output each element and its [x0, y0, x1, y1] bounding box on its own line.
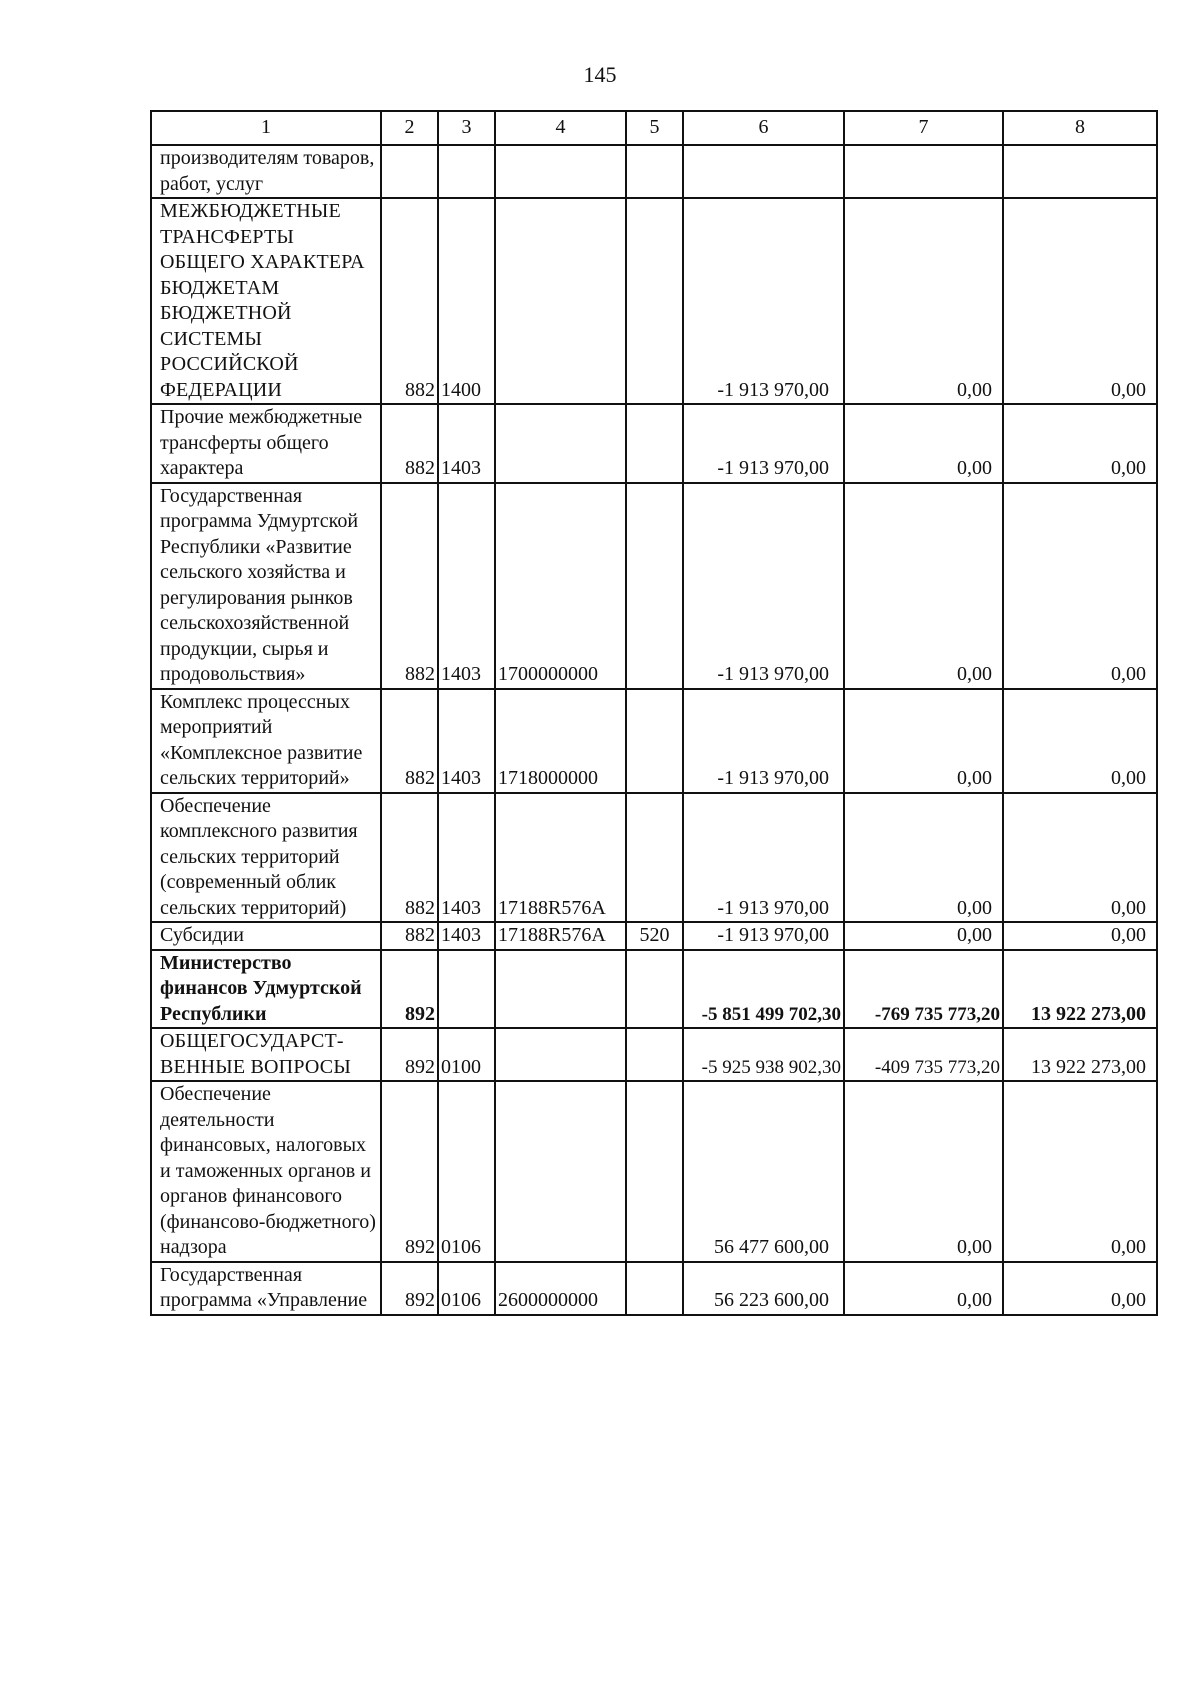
cell-section: 1403 — [438, 793, 495, 923]
table-row — [151, 483, 1157, 689]
cell-amount-8: 0,00 — [1003, 1081, 1157, 1262]
cell-amount-6: -1 913 970,00 — [683, 922, 844, 950]
cell-amount-8: 13 922 273,00 — [1003, 950, 1157, 1029]
cell-ministry-code: 882 — [381, 793, 438, 923]
cell-expense-type — [626, 145, 683, 198]
column-header: 5 — [626, 111, 683, 145]
cell-target-item — [495, 1081, 626, 1262]
cell-section: 0106 — [438, 1262, 495, 1315]
cell-expense-type — [626, 689, 683, 793]
cell-ministry-code: 882 — [381, 404, 438, 483]
cell-ministry-code: 892 — [381, 950, 438, 1029]
cell-expense-type: 520 — [626, 922, 683, 950]
cell-amount-7: 0,00 — [844, 1262, 1003, 1315]
table-row — [151, 689, 1157, 793]
cell-section: 1403 — [438, 922, 495, 950]
cell-ministry-code: 882 — [381, 198, 438, 404]
cell-section: 1403 — [438, 483, 495, 689]
cell-section: 1400 — [438, 198, 495, 404]
cell-ministry-code: 892 — [381, 1081, 438, 1262]
column-header: 2 — [381, 111, 438, 145]
cell-target-item — [495, 950, 626, 1029]
cell-amount-6 — [683, 145, 844, 198]
row-name: Обеспечение комплексного развития сельских территорий (современный облик сельских территорий) — [151, 793, 381, 923]
cell-ministry-code: 882 — [381, 483, 438, 689]
table-row — [151, 1081, 1157, 1262]
cell-target-item — [495, 145, 626, 198]
row-name: МЕЖБЮДЖЕТНЫЕ ТРАНСФЕРТЫ ОБЩЕГО ХАРАКТЕРА БЮДЖЕТАМ БЮДЖЕТНОЙ СИСТЕМЫ РОССИЙСКОЙ ФЕДЕРАЦИИ — [151, 198, 381, 404]
cell-amount-7: 0,00 — [844, 1081, 1003, 1262]
row-name: производителям товаров, работ, услуг — [151, 145, 381, 198]
cell-expense-type — [626, 1262, 683, 1315]
cell-amount-8: 0,00 — [1003, 404, 1157, 483]
cell-section: 1403 — [438, 404, 495, 483]
cell-expense-type — [626, 793, 683, 923]
page-number: 145 — [583, 62, 617, 87]
cell-amount-8: 0,00 — [1003, 1262, 1157, 1315]
budget-table — [150, 110, 1158, 1316]
column-header: 6 — [683, 111, 844, 145]
table-row — [151, 1028, 1157, 1081]
cell-amount-6: -5 851 499 702,30 — [683, 950, 844, 1029]
row-name: ОБЩЕГОСУДАРСТ-ВЕННЫЕ ВОПРОСЫ — [151, 1028, 381, 1081]
cell-amount-8: 0,00 — [1003, 793, 1157, 923]
cell-amount-6: -5 925 938 902,30 — [683, 1028, 844, 1081]
table-row — [151, 198, 1157, 404]
cell-amount-7: -409 735 773,20 — [844, 1028, 1003, 1081]
cell-ministry-code — [381, 145, 438, 198]
cell-amount-7: 0,00 — [844, 689, 1003, 793]
column-header: 4 — [495, 111, 626, 145]
cell-ministry-code: 892 — [381, 1028, 438, 1081]
table-row — [151, 793, 1157, 923]
cell-ministry-code: 882 — [381, 689, 438, 793]
row-name: Государственная программа Удмуртской Республики «Развитие сельского хозяйства и регулирования рынков сельскохозяйственной продукции, сырья и продовольствия» — [151, 483, 381, 689]
cell-target-item — [495, 198, 626, 404]
cell-target-item — [495, 404, 626, 483]
cell-section — [438, 145, 495, 198]
table-row — [151, 145, 1157, 198]
cell-target-item: 2600000000 — [495, 1262, 626, 1315]
cell-amount-6: 56 223 600,00 — [683, 1262, 844, 1315]
cell-target-item — [495, 1028, 626, 1081]
column-header: 1 — [151, 111, 381, 145]
cell-ministry-code: 882 — [381, 922, 438, 950]
cell-expense-type — [626, 483, 683, 689]
cell-amount-6: -1 913 970,00 — [683, 689, 844, 793]
cell-ministry-code: 892 — [381, 1262, 438, 1315]
cell-amount-6: -1 913 970,00 — [683, 198, 844, 404]
table-row — [151, 1262, 1157, 1315]
cell-section: 0100 — [438, 1028, 495, 1081]
column-header: 3 — [438, 111, 495, 145]
cell-amount-8 — [1003, 145, 1157, 198]
row-name: Прочие межбюджетные трансферты общего характера — [151, 404, 381, 483]
table-row — [151, 404, 1157, 483]
cell-target-item: 17188R576A — [495, 922, 626, 950]
cell-amount-6: 56 477 600,00 — [683, 1081, 844, 1262]
cell-expense-type — [626, 404, 683, 483]
cell-amount-8: 0,00 — [1003, 922, 1157, 950]
cell-amount-8: 0,00 — [1003, 198, 1157, 404]
cell-expense-type — [626, 950, 683, 1029]
cell-amount-6: -1 913 970,00 — [683, 483, 844, 689]
cell-amount-7: -769 735 773,20 — [844, 950, 1003, 1029]
cell-amount-7: 0,00 — [844, 198, 1003, 404]
row-name: Комплекс процессных мероприятий «Комплексное развитие сельских территорий» — [151, 689, 381, 793]
column-number-row — [151, 111, 1157, 145]
cell-section — [438, 950, 495, 1029]
cell-amount-6: -1 913 970,00 — [683, 793, 844, 923]
cell-amount-7: 0,00 — [844, 404, 1003, 483]
cell-expense-type — [626, 198, 683, 404]
column-header: 8 — [1003, 111, 1157, 145]
cell-amount-8: 0,00 — [1003, 483, 1157, 689]
cell-amount-7: 0,00 — [844, 922, 1003, 950]
cell-amount-7 — [844, 145, 1003, 198]
table-row — [151, 922, 1157, 950]
cell-target-item: 1700000000 — [495, 483, 626, 689]
cell-target-item: 1718000000 — [495, 689, 626, 793]
cell-expense-type — [626, 1081, 683, 1262]
cell-amount-8: 13 922 273,00 — [1003, 1028, 1157, 1081]
cell-amount-7: 0,00 — [844, 483, 1003, 689]
column-header: 7 — [844, 111, 1003, 145]
row-name: Министерство финансов Удмуртской Республики — [151, 950, 381, 1029]
table-row — [151, 950, 1157, 1029]
row-name: Государственная программа «Управление — [151, 1262, 381, 1315]
cell-amount-7: 0,00 — [844, 793, 1003, 923]
row-name: Субсидии — [151, 922, 381, 950]
cell-expense-type — [626, 1028, 683, 1081]
cell-amount-8: 0,00 — [1003, 689, 1157, 793]
cell-section: 1403 — [438, 689, 495, 793]
cell-target-item: 17188R576A — [495, 793, 626, 923]
cell-amount-6: -1 913 970,00 — [683, 404, 844, 483]
cell-section: 0106 — [438, 1081, 495, 1262]
row-name: Обеспечение деятельности финансовых, налоговых и таможенных органов и органов финансового (финансово-бюджетного) надзора — [151, 1081, 381, 1262]
